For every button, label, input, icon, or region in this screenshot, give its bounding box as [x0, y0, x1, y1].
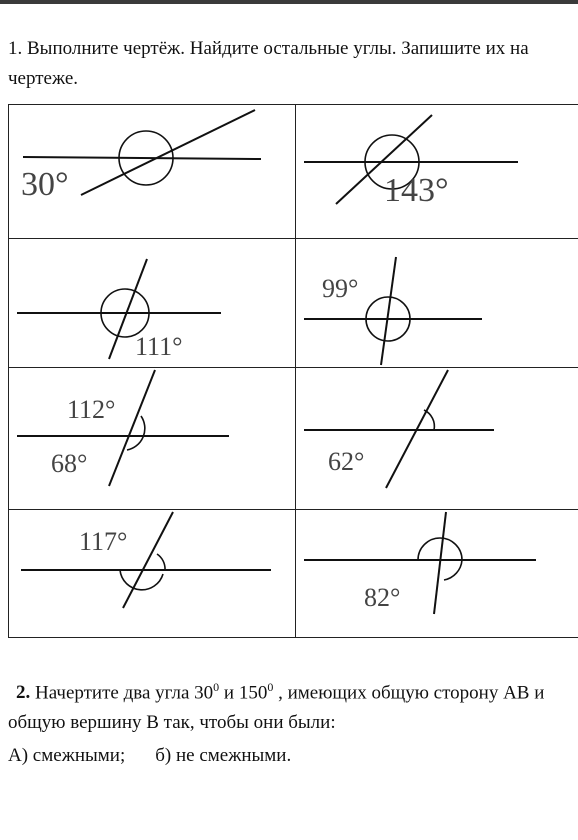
option-b: б) не смежными. — [155, 745, 292, 766]
task-2-text-part1: Начертите два угла 30 — [35, 682, 214, 704]
cell-8 — [296, 510, 578, 638]
task-2-text-part3: , имеющих общую сторону АВ и общую вершину В так, чтобы они были: — [8, 682, 545, 734]
line-transversal — [123, 512, 173, 608]
cell-1 — [9, 105, 296, 239]
angle-label: 30° — [21, 166, 69, 203]
angle-label-top: 112° — [67, 395, 116, 424]
task-2-text-part2: и 150 — [219, 682, 268, 704]
cell-5 — [9, 368, 296, 510]
cell-2 — [296, 105, 578, 239]
angle-diagram-7 — [9, 510, 295, 637]
line-transversal — [434, 512, 446, 614]
line-transversal — [81, 110, 255, 195]
degree-sup-1: 0 — [213, 680, 220, 694]
angle-diagram-1 — [9, 105, 295, 238]
task-2-number: 2. — [16, 682, 31, 704]
line-transversal — [381, 257, 396, 365]
angle-label: 62° — [328, 447, 365, 476]
task-1-text: 1. Выполните чертёж. Найдите остальные углы. Запишите их на чертеже. — [8, 38, 529, 89]
angles-table — [8, 104, 578, 638]
angle-label: 99° — [322, 274, 359, 303]
angle-label-bottom: 68° — [51, 449, 88, 478]
cell-4 — [296, 239, 578, 368]
cell-6 — [296, 368, 578, 510]
angle-diagram-6 — [296, 368, 578, 509]
angle-label: 111° — [135, 332, 183, 361]
angle-label: 143° — [384, 172, 449, 209]
task-2-text — [8, 672, 573, 738]
angle-label: 82° — [364, 583, 401, 612]
cell-3 — [9, 239, 296, 368]
angle-diagram-4 — [296, 239, 578, 367]
task-2-options — [8, 741, 291, 771]
angle-diagram-5 — [9, 368, 295, 509]
cell-7 — [9, 510, 296, 638]
line-transversal — [109, 370, 155, 486]
angle-diagram-3 — [9, 239, 295, 367]
top-bar — [0, 0, 578, 4]
option-a: А) смежными; — [8, 745, 126, 766]
angle-label: 117° — [79, 527, 128, 556]
angle-diagram-2 — [296, 105, 578, 238]
line-horizontal — [23, 157, 261, 159]
degree-sup-2: 0 — [267, 680, 274, 694]
angle-diagram-8 — [296, 510, 578, 637]
